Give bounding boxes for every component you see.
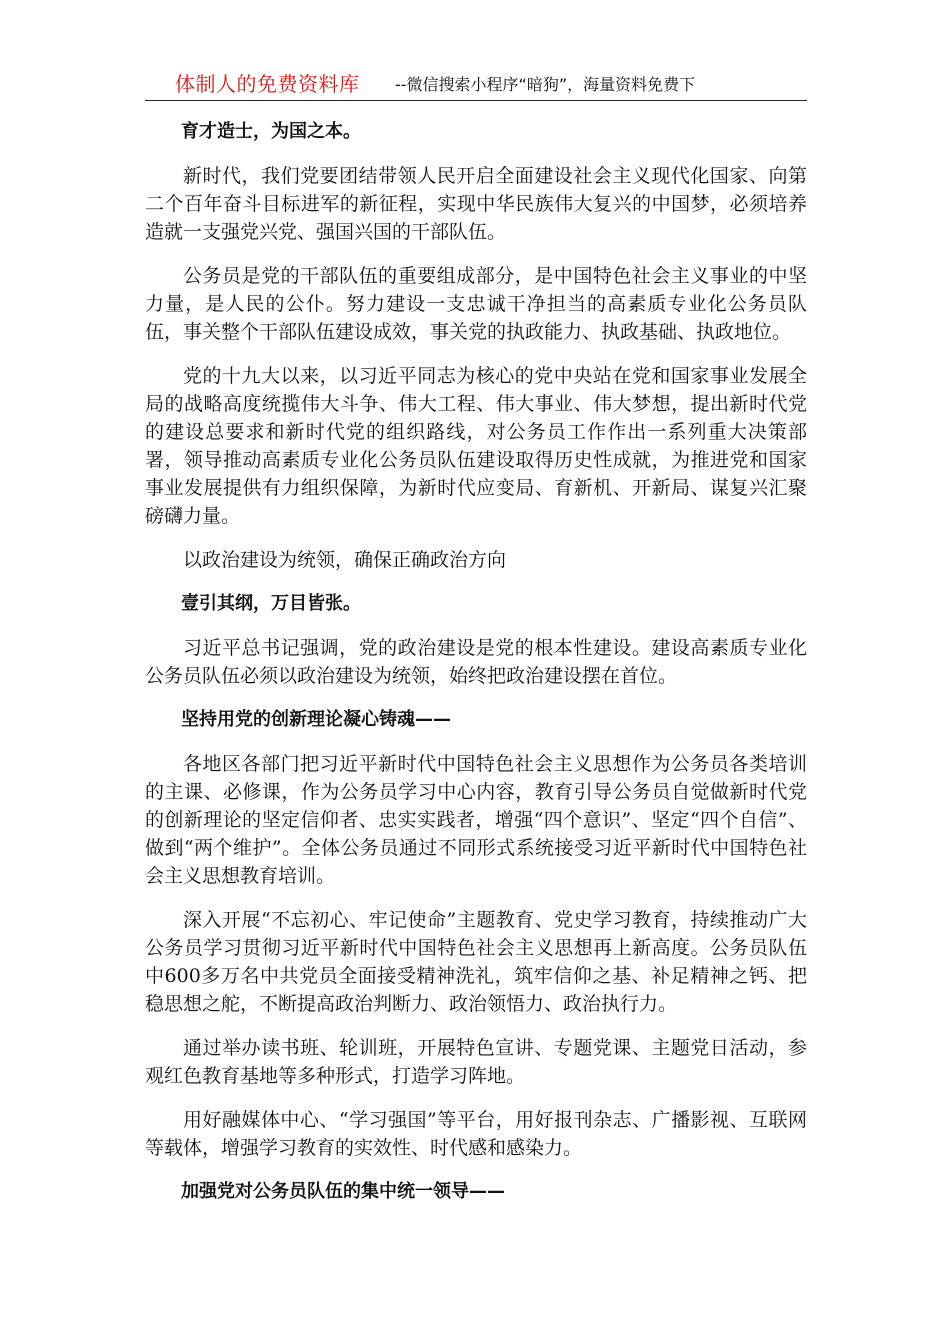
paragraph: 公务员是党的干部队伍的重要组成部分，是中国特色社会主义事业的中坚力量，是人民的公仆。努力建设一支忠诚干净担当的高素质专业化公务员队伍，事关整个干部队伍建设成效，事关党的执政能力、执政基础、执政地位。 bbox=[145, 265, 807, 343]
paragraph: 深入开展“不忘初心、牢记使命”主题教育、党史学习教育，持续推动广大公务员学习贯彻习近平新时代中国特色社会主义思想再上新高度。公务员队伍中600多万名中共党员全面接受精神洗礼，筑牢信仰之基、补足精神之钙、把稳思想之舵，不断提高政治判断力、政治领悟力、政治执行力。 bbox=[145, 909, 807, 1015]
page-header bbox=[145, 66, 807, 101]
header-brand-title: 体制人的免费资料库 bbox=[175, 72, 360, 96]
paragraph: 壹引其纲，万目皆张。 bbox=[181, 593, 361, 614]
paragraph: 以政治建设为统领，确保正确政治方向 bbox=[183, 549, 507, 571]
paragraph: 习近平总书记强调，党的政治建设是党的根本性建设。建设高素质专业化公务员队伍必须以政治建设为统领，始终把政治建设摆在首位。 bbox=[145, 637, 807, 687]
paragraph: 加强党对公务员队伍的集中统一领导—— bbox=[181, 1181, 505, 1202]
document-body bbox=[145, 118, 807, 1222]
paragraph: 通过举办读书班、轮训班，开展特色宣讲、专题党课、主题党日活动，参观红色教育基地等多种形式，打造学习阵地。 bbox=[145, 1037, 807, 1087]
paragraph: 育才造士，为国之本。 bbox=[181, 121, 361, 142]
paragraph: 用好融媒体中心、“学习强国”等平台，用好报刊杂志、广播影视、互联网等载体，增强学习教育的实效性、时代感和感染力。 bbox=[145, 1109, 807, 1159]
paragraph: 坚持用党的创新理论凝心铸魂—— bbox=[181, 709, 451, 730]
header-tagline: --微信搜索小程序“暗狗”，海量资料免费下 bbox=[395, 75, 696, 94]
paragraph: 党的十九大以来，以习近平同志为核心的党中央站在党和国家事业发展全局的战略高度统揽伟大斗争、伟大工程、伟大事业、伟大梦想，提出新时代党的建设总要求和新时代党的组织路线，对公务员工作作出一系列重大决策部署，领导推动高素质专业化公务员队伍建设取得历史性成就，为推进党和国家事业发展提供有力组织保障，为新时代应变局、育新机、开新局、谋复兴汇聚磅礴力量。 bbox=[145, 365, 807, 527]
paragraph: 新时代，我们党要团结带领人民开启全面建设社会主义现代化国家、向第二个百年奋斗目标进军的新征程，实现中华民族伟大复兴的中国梦，必须培养造就一支强党兴党、强国兴国的干部队伍。 bbox=[145, 165, 807, 243]
paragraph: 各地区各部门把习近平新时代中国特色社会主义思想作为公务员各类培训的主课、必修课，作为公务员学习中心内容，教育引导公务员自觉做新时代党的创新理论的坚定信仰者、忠实实践者，增强“四个意识”、坚定“四个自信”、做到“两个维护”。全体公务员通过不同形式系统接受习近平新时代中国特色社会主义思想教育培训。 bbox=[145, 753, 807, 887]
